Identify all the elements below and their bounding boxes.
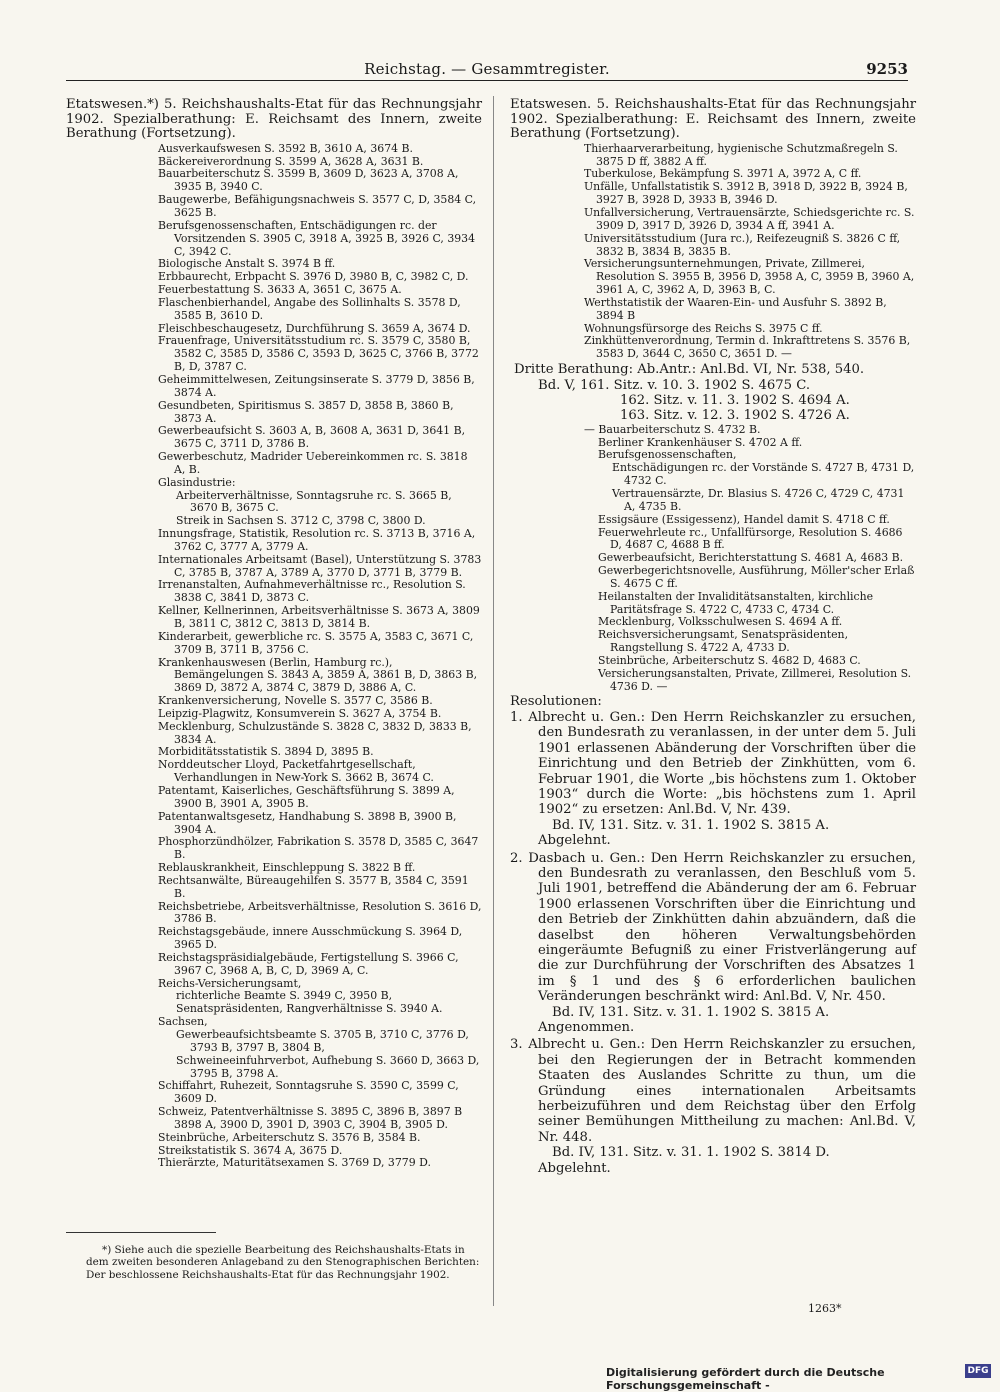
- index-entry: Schiffahrt, Ruhezeit, Sonntagsruhe S. 3590 C, 3599 C, 3609 D.: [158, 1079, 459, 1106]
- right-column: [510, 98, 916, 1176]
- index-entry: Krankenhauswesen (Berlin, Hamburg rc.), Bemängelungen S. 3843 A, 3859 A, 3861 B, D, 3863 B, 3869 D, 3872 A, 3874 C, 3879 D, 3886 A, C.: [158, 655, 478, 695]
- index-entry: Fleischbeschaugesetz, Durchführung S. 3659 A, 3674 D.: [158, 321, 471, 335]
- index-entry: Kellner, Kellnerinnen, Arbeitsverhältnisse S. 3673 A, 3809 B, 3811 C, 3812 C, 3813 D, 3814 B.: [158, 604, 480, 630]
- index-entry: — Bauarbeiterschutz S. 4732 B.: [584, 422, 761, 436]
- index-entry: Irrenanstalten, Aufnahmeverhältnisse rc., Resolution S. 3838 C, 3841 D, 3873 C.: [158, 578, 466, 605]
- column-divider: [493, 96, 494, 1306]
- index-entry: Geheimmittelwesen, Zeitungsinserate S. 3779 D, 3856 B, 3874 A.: [158, 372, 475, 399]
- index-entry: Phosphorzündhölzer, Fabrikation S. 3578 D, 3585 C, 3647 B.: [158, 835, 479, 862]
- index-entry: Innungsfrage, Statistik, Resolution rc. S. 3713 B, 3716 A, 3762 C, 3777 A, 3779 A.: [158, 527, 476, 553]
- left-column: [66, 98, 482, 1170]
- resolution-1: [510, 710, 916, 849]
- index-entry: Unfälle, Unfallstatistik S. 3912 B, 3918 D, 3922 B, 3924 B, 3927 B, 3928 D, 3933 B, 3946 D.: [584, 180, 908, 207]
- index-entry: Reichstagsgebäude, innere Ausschmückung S. 3964 D, 3965 D.: [158, 925, 463, 952]
- running-header: [66, 60, 908, 81]
- resolution-text: 3. Albrecht u. Gen.: Den Herrn Reichskanzler zu ersuchen, bei den Regierungen der in Betracht kommenden Staaten des Auslandes Schritte zu thun, um die Gründung eines internationalen Arbeitsamts herbeizuführen und dem Reichstag über den Erfolg seiner Bemühungen Mittheilung zu machen: Anl.Bd. V, Nr. 448.: [510, 1037, 916, 1145]
- index-entry: Streikstatistik S. 3674 A, 3675 D.: [158, 1143, 343, 1157]
- third-reading: [510, 362, 916, 424]
- footnote-rule: [66, 1232, 216, 1233]
- index-entry: Feuerbestattung S. 3633 A, 3651 C, 3675 A.: [158, 283, 402, 297]
- third-reading-ref: 162. Sitz. v. 11. 3. 1902 S. 4694 A.: [620, 392, 850, 408]
- index-entry: Morbiditätsstatistik S. 3894 D, 3895 B.: [158, 745, 374, 759]
- third-reading-entry-list: [510, 424, 916, 694]
- index-entry: Biologische Anstalt S. 3974 B ff.: [158, 257, 336, 271]
- index-entry: Entschädigungen rc. der Vorstände S. 4727 B, 4731 D, 4732 C.: [612, 461, 915, 488]
- third-reading-ref: Bd. V, 161. Sitz. v. 10. 3. 1902 S. 4675 C.: [538, 377, 811, 393]
- index-entry: Streik in Sachsen S. 3712 C, 3798 C, 3800 D.: [176, 514, 426, 528]
- section-heading: Etatswesen.*) 5. Reichshaushalts-Etat für das Rechnungsjahr 1902. Spezialberathung: E. Reichsamt des Innern, zweite Berathung (Fortsetzung).: [66, 97, 482, 142]
- footnote: *) Siehe auch die spezielle Bearbeitung des Reichshaushalts-Etats in dem zweiten besonderen Anlageband zu den Stenographischen Berichten: Der beschlossene Reichshaushalts-Etat für das Rechnungsjahr 1902.: [86, 1244, 480, 1281]
- index-entry: Mecklenburg, Schulzustände S. 3828 C, 3832 D, 3833 B, 3834 A.: [158, 719, 472, 746]
- index-entry: Berliner Krankenhäuser S. 4702 A ff.: [598, 435, 803, 449]
- index-entry: Berufsgenossenschaften, Entschädigungen rc. der Vorsitzenden S. 3905 C, 3918 A, 3925 B, 3926 C, 3934 C, 3942 C.: [158, 218, 476, 258]
- index-entry: Gewerbeschutz, Madrider Uebereinkommen rc. S. 3818 A, B.: [158, 450, 468, 476]
- index-entry: Glasindustrie:: [158, 475, 236, 489]
- index-entry: Bäckereiverordnung S. 3599 A, 3628 A, 3631 B.: [158, 154, 424, 168]
- index-entry: Versicherungsanstalten, Private, Zillmerei, Resolution S. 4736 D. —: [598, 666, 912, 693]
- resolution-ref: Bd. IV, 131. Sitz. v. 31. 1. 1902 S. 3815 A.: [552, 817, 830, 833]
- index-entry: Internationales Arbeitsamt (Basel), Unterstützung S. 3783 C, 3785 B, 3787 A, 3789 A, 3770 D, 3771 B, 3779 B.: [158, 552, 482, 579]
- index-entry: Feuerwehrleute rc., Unfallfürsorge, Resolution S. 4686 D, 4687 C, 4688 B ff.: [598, 525, 903, 552]
- index-entry: Kinderarbeit, gewerbliche rc. S. 3575 A, 3583 C, 3671 C, 3709 B, 3711 B, 3756 C.: [158, 629, 474, 656]
- index-entry: Schweiz, Patentverhältnisse S. 3895 C, 3896 B, 3897 B 3898 A, 3900 D, 3901 D, 3903 C, 3904 B, 3905 D.: [158, 1105, 463, 1131]
- index-entry: Reblauskrankheit, Einschleppung S. 3822 B ff.: [158, 861, 416, 875]
- index-entry: Arbeiterverhältnisse, Sonntagsruhe rc. S. 3665 B, 3670 B, 3675 C.: [176, 488, 452, 515]
- index-entry: Baugewerbe, Befähigungsnachweis S. 3577 C, D, 3584 C, 3625 B.: [158, 193, 477, 219]
- index-entry: Versicherungsunternehmungen, Private, Zillmerei, Resolution S. 3955 B, 3956 D, 3958 A, C, 3959 B, 3960 A, 3961 A, C, 3962 A, D, 3963 B, C.: [584, 257, 915, 297]
- index-entry: Zinkhüttenverordnung, Termin d. Inkrafttretens S. 3576 B, 3583 D, 3644 C, 3650 C, 3651 D. —: [584, 334, 911, 361]
- index-entry: Vertrauensärzte, Dr. Blasius S. 4726 C, 4729 C, 4731 A, 4735 B.: [612, 486, 905, 513]
- index-entry: Reichstagspräsidialgebäude, Fertigstellung S. 3966 C, 3967 C, 3968 A, B, C, D, 3969 A, C.: [158, 950, 459, 977]
- resolution-text: 1. Albrecht u. Gen.: Den Herrn Reichskanzler zu ersuchen, den Bundesrath zu veranlassen, in der unter dem 5. Juli 1901 erlassenen Abänderung der Vorschriften über die Einrichtung und den Betrieb der Zinkhütten, vom 6. Februar 1901, die Worte „bis höchstens zum 1. Oktober 1903“ durch die Worte: „bis höchstens zum 1. April 1902“ zu ersetzen: Anl.Bd. V, Nr. 439.: [510, 709, 916, 818]
- index-entry: Gesundbeten, Spiritismus S. 3857 D, 3858 B, 3860 B, 3873 A.: [158, 398, 454, 425]
- index-entry: Norddeutscher Lloyd, Packetfahrtgesellschaft, Verhandlungen in New-York S. 3662 B, 3674 C.: [158, 758, 434, 785]
- index-entry: Leipzig-Plagwitz, Konsumverein S. 3627 A, 3754 B.: [158, 706, 442, 720]
- index-entry: Thierhaarverarbeitung, hygienische Schutzmaßregeln S. 3875 D ff, 3882 A ff.: [584, 141, 898, 168]
- dfg-credit[interactable]: Digitalisierung gefördert durch die Deutsche Forschungsgemeinschaft -: [606, 1366, 885, 1392]
- third-reading-ref: 163. Sitz. v. 12. 3. 1902 S. 4726 A.: [620, 408, 850, 424]
- third-reading-line: Dritte Berathung: Ab.Antr.: Anl.Bd. VI, Nr. 538, 540.: [514, 362, 865, 378]
- page-number: 9253: [866, 60, 908, 78]
- resolution-text: 2. Dasbach u. Gen.: Den Herrn Reichskanzler zu ersuchen, den Bundesrath zu veranlassen, den Beschluß vom 5. Juli 1901, betreffend die Abänderung der am 6. Februar 1900 erlassenen Vorschriften über die Einrichtung und den Betrieb der Zinkhütten dahin abzuändern, daß die daselbst den höheren Verwaltungsbehörden eingeräumte Befugniß zu einer Fristverlängerung auf die zur Durchführung der Vorschriften des Absatzes 1 im § 1 und des § 6 erforderlichen baulichen Veränderungen beschränkt wird: Anl.Bd. V, Nr. 450.: [510, 850, 916, 1005]
- index-entry: Rechtsanwälte, Büreaugehilfen S. 3577 B, 3584 C, 3591 B.: [158, 873, 469, 900]
- resolution-3: [510, 1037, 916, 1176]
- resolution-ref: Bd. IV, 131. Sitz. v. 31. 1. 1902 S. 3814 D.: [552, 1145, 830, 1161]
- index-entry: Unfallversicherung, Vertrauensärzte, Schiedsgerichte rc. S. 3909 D, 3917 D, 3926 D, 3934 A ff, 3941 A.: [584, 206, 915, 232]
- index-entry: Erbbaurecht, Erbpacht S. 3976 D, 3980 B, C, 3982 C, D.: [158, 270, 469, 284]
- index-entry: Gewerbegerichtsnovelle, Ausführung, Möller'scher Erlaß S. 4675 C ff.: [598, 564, 915, 590]
- index-entry: Gewerbeaufsichtsbeamte S. 3705 B, 3710 C, 3776 D, 3793 B, 3797 B, 3804 B,: [176, 1028, 469, 1054]
- signature-mark: 1263*: [808, 1302, 842, 1315]
- index-entry: Steinbrüche, Arbeiterschutz S. 3576 B, 3584 B.: [158, 1130, 421, 1144]
- index-entry: Patentanwaltsgesetz, Handhabung S. 3898 B, 3900 B, 3904 A.: [158, 809, 457, 836]
- resolution-result: Abgelehnt.: [538, 1160, 611, 1176]
- index-entry: Frauenfrage, Universitätsstudium rc. S. 3579 C, 3580 B, 3582 C, 3585 D, 3586 C, 3593 D, 3625 C, 3766 B, 3772 B, D, 3787 C.: [158, 334, 479, 374]
- index-entry: Senatspräsidenten, Rangverhältnisse S. 3940 A.: [176, 1002, 443, 1016]
- index-entry: Berufsgenossenschaften,: [598, 448, 737, 462]
- section-heading-continued: Etatswesen. 5. Reichshaushalts-Etat für das Rechnungsjahr 1902. Spezialberathung: E. Reichsamt des Innern, zweite Berathung (Fortsetzung).: [510, 97, 916, 142]
- resolution-ref: Bd. IV, 131. Sitz. v. 31. 1. 1902 S. 3815 A.: [552, 1004, 830, 1020]
- index-entry: Thierärzte, Maturitätsexamen S. 3769 D, 3779 D.: [158, 1156, 431, 1170]
- index-entry: Krankenversicherung, Novelle S. 3577 C, 3586 B.: [158, 694, 433, 708]
- index-entry: Flaschenbierhandel, Angabe des Sollinhalts S. 3578 D, 3585 B, 3610 D.: [158, 295, 461, 322]
- index-entry: Wohnungsfürsorge des Reichs S. 3975 C ff.: [584, 321, 823, 335]
- index-entry: Gewerbeaufsicht S. 3603 A, B, 3608 A, 3631 D, 3641 B, 3675 C, 3711 D, 3786 B.: [158, 424, 466, 451]
- index-entry: Essigsäure (Essigessenz), Handel damit S. 4718 C ff.: [598, 512, 890, 526]
- index-entry: Heilanstalten der Invaliditätsanstalten, kirchliche Paritätsfrage S. 4722 C, 4733 C, 4734 C.: [598, 589, 874, 616]
- dfg-logo[interactable]: DFG: [965, 1364, 991, 1378]
- index-entry: Tuberkulose, Bekämpfung S. 3971 A, 3972 A, C ff.: [584, 167, 862, 181]
- index-entry: Steinbrüche, Arbeiterschutz S. 4682 D, 4683 C.: [598, 653, 861, 667]
- index-entry: Patentamt, Kaiserliches, Geschäftsführung S. 3899 A, 3900 B, 3901 A, 3905 B.: [158, 783, 455, 810]
- index-entry: Bauarbeiterschutz S. 3599 B, 3609 D, 3623 A, 3708 A, 3935 B, 3940 C.: [158, 167, 459, 194]
- index-entry: Universitätsstudium (Jura rc.), Reifezeugniß S. 3826 C ff, 3832 B, 3834 B, 3835 B.: [584, 231, 901, 258]
- resolutions-title: Resolutionen:: [510, 694, 602, 710]
- page-header-title: Reichstag. — Gesammtregister.: [364, 60, 610, 78]
- index-entry: Schweineeinfuhrverbot, Aufhebung S. 3660 D, 3663 D, 3795 B, 3798 A.: [176, 1053, 480, 1080]
- resolution-result: Angenommen.: [538, 1020, 635, 1035]
- resolution-2: [510, 851, 916, 1036]
- index-entry: Ausverkaufswesen S. 3592 B, 3610 A, 3674 B.: [158, 141, 413, 155]
- resolution-result: Abgelehnt.: [538, 833, 611, 849]
- index-entry: Sachsen,: [158, 1015, 208, 1029]
- index-entry: Mecklenburg, Volksschulwesen S. 4694 A ff.: [598, 615, 843, 629]
- index-entry: Reichsbetriebe, Arbeitsverhältnisse, Resolution S. 3616 D, 3786 B.: [158, 899, 482, 926]
- index-entry: richterliche Beamte S. 3949 C, 3950 B,: [176, 989, 393, 1003]
- index-entry: Reichsversicherungsamt, Senatspräsidenten, Rangstellung S. 4722 A, 4733 D.: [598, 628, 849, 655]
- index-entry: Reichs-Versicherungsamt,: [158, 976, 302, 990]
- left-entry-list: [66, 143, 482, 1171]
- right-entry-list: [510, 143, 916, 361]
- index-entry: Werthstatistik der Waaren-Ein- und Ausfuhr S. 3892 B, 3894 B: [584, 295, 887, 322]
- index-entry: Gewerbeaufsicht, Berichterstattung S. 4681 A, 4683 B.: [598, 551, 904, 565]
